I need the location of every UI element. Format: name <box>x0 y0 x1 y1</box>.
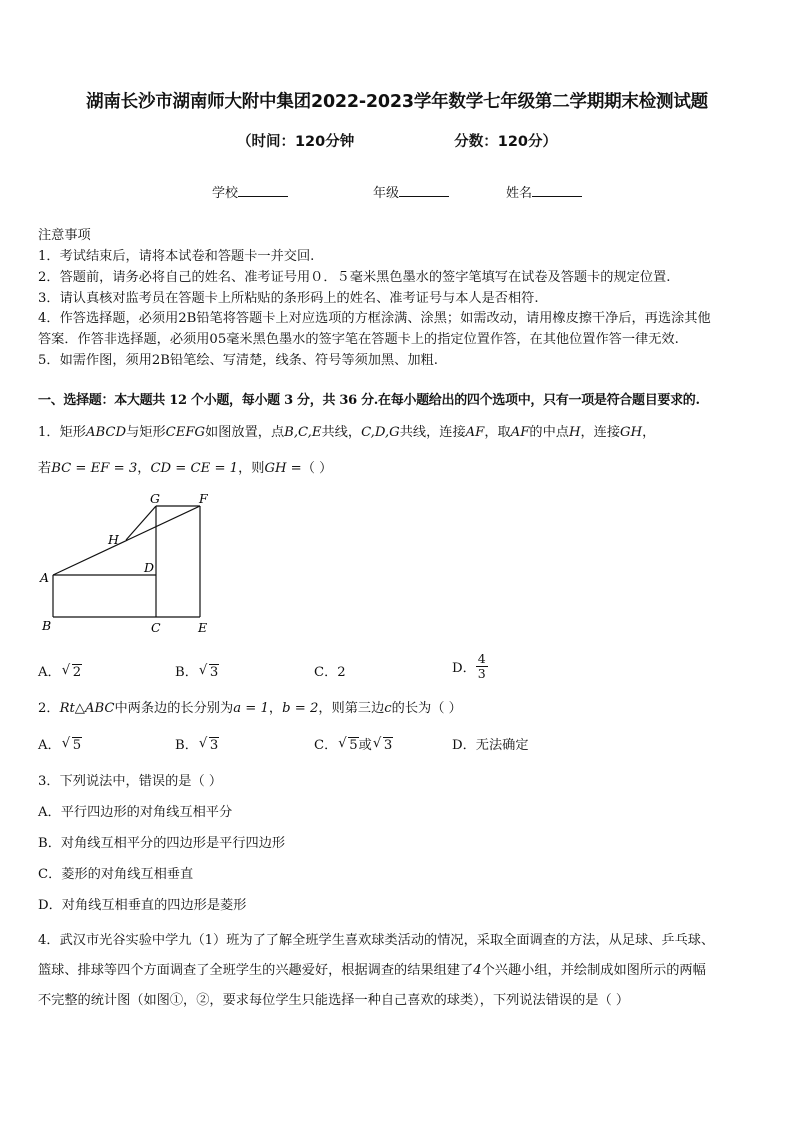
page-title: 湖南长沙市湖南师大附中集团2022-2023学年数学七年级第二学期期末检测试题 <box>86 92 708 112</box>
note-item: 答案．作答非选择题，必须用05毫米黑色墨水的签字笔在答题卡上的指定位置作答，在其他位置作答一律无效. <box>38 332 679 347</box>
fraction-denominator: 3 <box>477 666 486 681</box>
q1-option-a[interactable]: A． √ 2 <box>38 663 82 680</box>
q1-text: ，则 <box>238 461 265 476</box>
q2-math: c <box>384 701 392 716</box>
label-a: A <box>40 570 50 585</box>
q3-option-c[interactable]: C．菱形的对角线互相垂直 <box>38 867 194 882</box>
q2-option-d[interactable] <box>452 734 529 753</box>
q1-text: ，取 <box>484 425 511 440</box>
question-1-stem <box>38 421 655 440</box>
label-e: E <box>198 620 208 635</box>
question-4-stem-line3: 不完整的统计图（如图①，②，要求每位学生只能选择一种自己喜欢的球类），下列说法错误的是（ ） <box>38 993 630 1008</box>
q1-math: BC = EF = 3 <box>51 461 138 476</box>
note-item: 1．考试结束后，请将本试卷和答题卡一并交回. <box>38 249 315 264</box>
q2-text: 中两条边的长分别为 <box>114 701 234 716</box>
q2-text: 的长为（ ） <box>391 701 462 716</box>
q2-text: ， <box>268 701 283 716</box>
question-4-stem: 4．武汉市光谷实验中学九（1）班为了了解全班学生喜欢球类活动的情况，采取全面调查的方法，从足球、乒乓球、 <box>38 933 715 948</box>
segment-gh <box>126 506 156 540</box>
q2-option-c[interactable]: C． √ 5或 √ 3 <box>314 736 393 753</box>
note-item: 5．如需作图，须用2B铅笔绘、写清楚，线条、符号等须加黑、加粗. <box>38 353 438 368</box>
q2-option-a[interactable]: A． √ 5 <box>38 736 82 753</box>
school-label: 学校 <box>212 186 239 201</box>
option-text: 或 <box>358 738 372 753</box>
time-label: （时间：120分钟 <box>236 134 355 150</box>
q1-math: C,D,G <box>361 425 400 440</box>
option-value: 2 <box>337 665 346 680</box>
option-label: D． <box>452 738 476 753</box>
q1-math: H <box>568 425 581 440</box>
q1-number: 1． <box>38 425 60 440</box>
note-item: 2．答题前，请务必将自己的姓名、准考证号用０．５毫米黑色墨水的签字笔填写在试卷及答题卡的规定位置. <box>38 270 671 285</box>
label-f: F <box>199 491 208 506</box>
option-label: D． <box>452 661 476 676</box>
fraction-numerator: 4 <box>477 651 486 666</box>
q1-text: 共线， <box>321 425 362 440</box>
option-value: 无法确定 <box>475 738 529 753</box>
q2-number: 2． <box>38 701 60 716</box>
name-label: 姓名 <box>506 186 533 201</box>
q3-option-a[interactable]: A．平行四边形的对角线互相平分 <box>38 805 233 820</box>
note-item: 4．作答选择题，必须用2B铅笔将答题卡上对应选项的方框涂满、涂黑；如需改动，请用橡皮擦干净后，再选涂其他 <box>38 311 711 326</box>
label-d: D <box>144 560 155 575</box>
q2-math: a = 1 <box>233 701 269 716</box>
q1-math: B,C,E <box>284 425 322 440</box>
q1-text: 如图放置，点 <box>205 425 285 440</box>
q3-option-b[interactable]: B．对角线互相平分的四边形是平行四边形 <box>38 836 286 851</box>
q4-text: 个兴趣小组，并绘制成如图所示的两幅 <box>481 963 706 978</box>
q1-math: GH = <box>264 461 302 476</box>
q1-math: CD = CE = 1 <box>150 461 239 476</box>
option-label: A． <box>38 738 61 753</box>
question-2-stem <box>38 697 462 716</box>
q2-math: Rt△ABC <box>59 701 115 716</box>
segment-af <box>53 506 200 575</box>
q1-text: 矩形 <box>59 425 86 440</box>
q3-option-d[interactable]: D．对角线互相垂直的四边形是菱形 <box>38 898 247 913</box>
q1-math: ABCD <box>85 425 127 440</box>
label-b: B <box>42 618 52 633</box>
q1-math: CEFG <box>165 425 206 440</box>
q1-text: ， <box>137 461 151 476</box>
q4-math: 4 <box>473 963 482 978</box>
exam-meta <box>0 130 794 151</box>
option-value: 5 <box>349 738 358 753</box>
q1-math: AF <box>465 425 485 440</box>
section-heading: 一、选择题：本大题共 12 个小题，每小题 3 分，共 36 分.在每小题给出的四个选项中，只有一项是符合题目要求的. <box>38 393 700 408</box>
q1-text: ，连接 <box>580 425 621 440</box>
option-label: C． <box>314 665 338 680</box>
label-g: G <box>150 491 160 506</box>
notes-heading: 注意事项 <box>38 228 91 243</box>
q1-text: 与矩形 <box>126 425 166 440</box>
option-value: 2 <box>72 665 82 680</box>
option-label: C． <box>314 738 338 753</box>
q2-math: b = 2 <box>282 701 319 716</box>
name-field[interactable] <box>506 182 582 201</box>
q1-math: GH <box>620 425 643 440</box>
q1-figure <box>36 490 226 638</box>
question-3-stem: 3．下列说法中，错误的是（ ） <box>38 774 223 789</box>
option-value: 3 <box>383 738 393 753</box>
school-field[interactable] <box>212 182 288 201</box>
score-label: 分数：120分） <box>454 134 558 150</box>
option-label: B． <box>175 738 198 753</box>
q4-text: 篮球、排球等四个方面调查了全班学生的兴趣爱好，根据调查的结果组建了 <box>38 963 474 978</box>
note-item: 3．请认真核对监考员在答题卡上所粘贴的条形码上的姓名、准考证号与本人是否相符. <box>38 291 539 306</box>
q1-math: AF <box>510 425 530 440</box>
option-value: 3 <box>209 665 219 680</box>
question-4-stem-line2 <box>38 959 706 978</box>
q1-option-c[interactable] <box>314 661 346 680</box>
option-value: 3 <box>209 738 219 753</box>
question-1-stem-line2 <box>38 457 332 476</box>
q1-text: 共线，连接 <box>399 425 466 440</box>
option-value: 5 <box>72 738 82 753</box>
q2-option-b[interactable]: B． √ 3 <box>175 736 219 753</box>
grade-field[interactable] <box>373 182 449 201</box>
q1-option-b[interactable]: B． √ 3 <box>175 663 219 680</box>
q1-text: （ ） <box>301 461 333 476</box>
q2-text: ，则第三边 <box>318 701 385 716</box>
label-c: C <box>151 620 161 635</box>
q1-text: 若 <box>38 461 52 476</box>
option-label: A． <box>38 665 61 680</box>
q1-text: ， <box>642 425 656 440</box>
q1-text: 的中点 <box>529 425 569 440</box>
q1-option-d[interactable] <box>452 652 488 681</box>
label-h: H <box>108 532 119 547</box>
option-label: B． <box>175 665 198 680</box>
grade-label: 年级 <box>373 186 400 201</box>
